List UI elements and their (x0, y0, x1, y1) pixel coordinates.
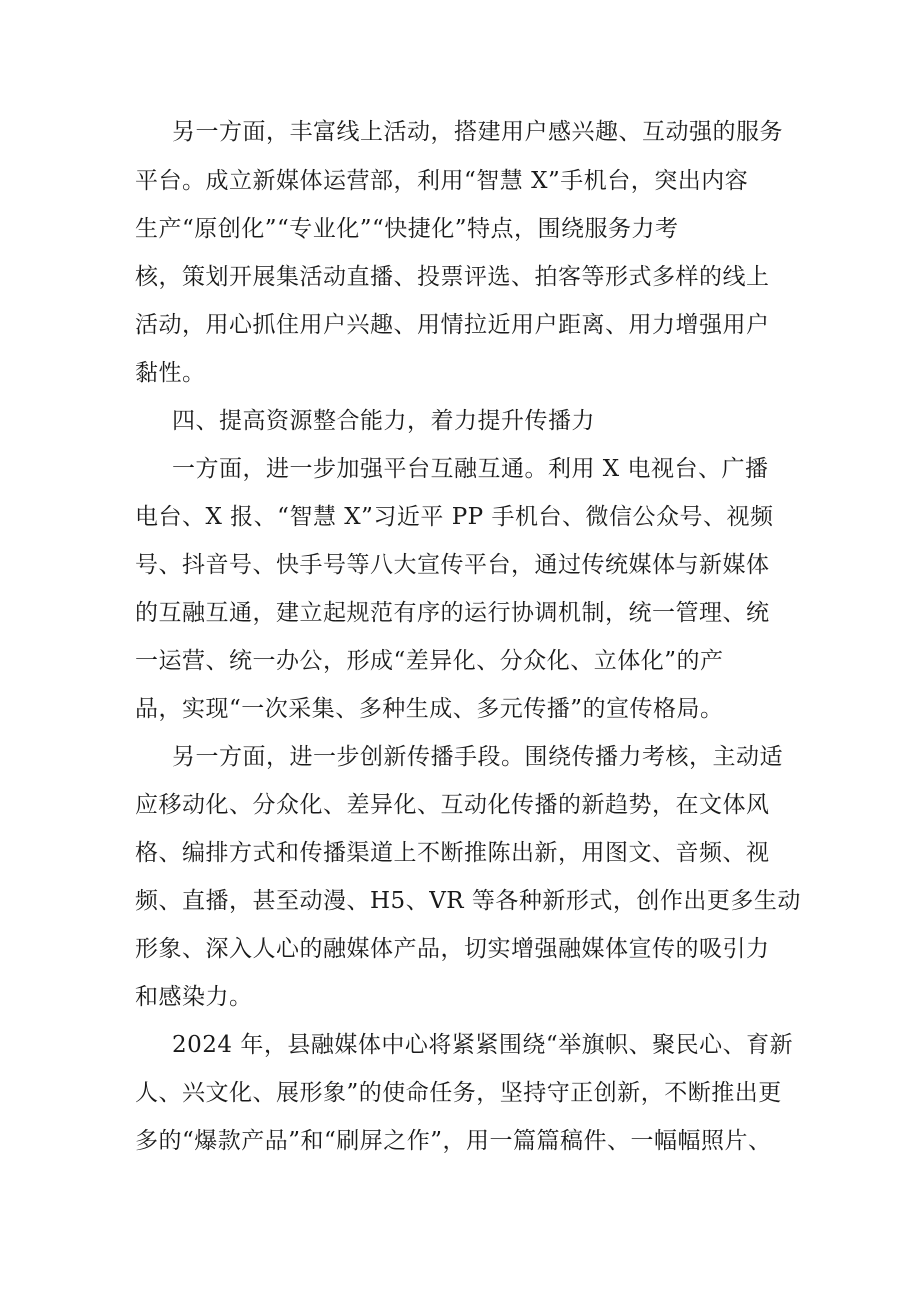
paragraph-2-line-1: 一方面，进一步加强平台互融互通。利用 X 电视台、广播 (172, 456, 769, 482)
paragraph-3-line-1: 另一方面，进一步创新传播手段。围绕传播力考核，主动适 (172, 744, 783, 770)
paragraph-1-line-1: 另一方面，丰富线上活动，搭建用户感兴趣、互动强的服务 (172, 119, 783, 145)
paragraph-4-line-1: 2024 年，县融媒体中心将紧紧围绕“举旗帜、聚民心、育新 (172, 1032, 794, 1058)
paragraph-3-line-2: 应移动化、分众化、差异化、互动化传播的新趋势，在文体风 (135, 792, 770, 818)
paragraph-1-line-4: 核，策划开展集活动直播、投票评选、拍客等形式多样的线上 (135, 264, 770, 290)
paragraph-1-line-2: 平台。成立新媒体运营部，利用“智慧 X”手机台，突出内容 (135, 168, 749, 194)
paragraph-1-line-6: 黏性。 (135, 360, 206, 386)
paragraph-1-line-3: 生产“原创化”“专业化”“快捷化”特点，围绕服务力考 (135, 216, 679, 242)
paragraph-3-line-3: 格、编排方式和传播渠道上不断推陈出新，用图文、音频、视 (135, 840, 770, 866)
paragraph-3-line-6: 和感染力。 (135, 984, 253, 1010)
paragraph-2-line-6: 品，实现“一次采集、多种生成、多元传播”的宣传格局。 (135, 696, 724, 722)
paragraph-4-line-3: 多的“爆款产品”和“刷屏之作”，用一篇篇稿件、一幅幅照片、 (135, 1128, 772, 1154)
paragraph-2-line-5: 一运营、统一办公，形成“差异化、分众化、立体化”的产 (135, 648, 724, 674)
paragraph-2-line-3: 号、抖音号、快手号等八大宣传平台，通过传统媒体与新媒体 (135, 552, 770, 578)
paragraph-2-line-4: 的互融互通，建立起规范有序的运行协调机制，统一管理、统 (135, 600, 770, 626)
paragraph-1-line-5: 活动，用心抓住用户兴趣、用情拉近用户距离、用力增强用户 (135, 312, 770, 338)
paragraph-3-line-4: 频、直播，甚至动漫、H5、VR 等各种新形式，创作出更多生动 (135, 888, 801, 914)
section-heading-4: 四、提高资源整合能力，着力提升传播力 (172, 408, 595, 434)
paragraph-3-line-5: 形象、深入人心的融媒体产品，切实增强融媒体宣传的吸引力 (135, 936, 770, 962)
paragraph-2-line-2: 电台、X 报、“智慧 X”习近平 PP 手机台、微信公众号、视频 (135, 504, 774, 530)
paragraph-4-line-2: 人、兴文化、展形象”的使命任务，坚持守正创新，不断推出更 (135, 1080, 782, 1106)
